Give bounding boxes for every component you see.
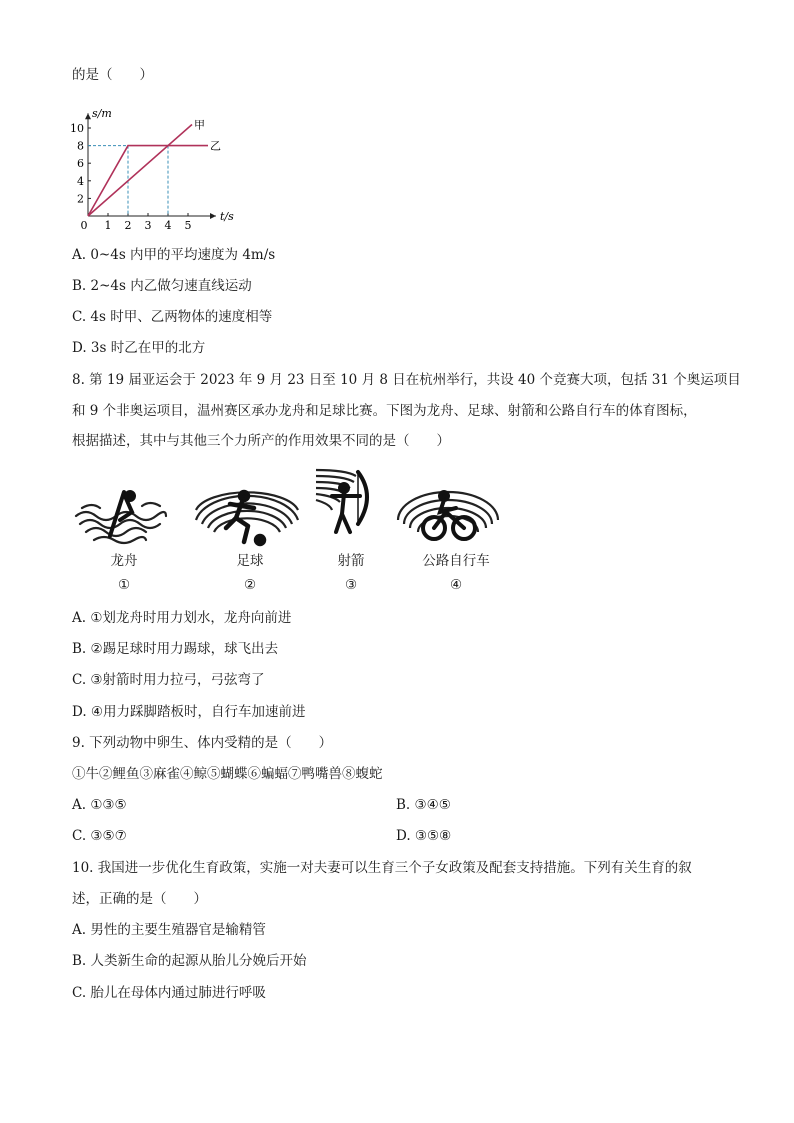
q9-option-a: A. ①③⑤ — [72, 797, 127, 813]
q9-option-d: D. ③⑤⑧ — [396, 828, 452, 844]
y-tick-label: 2 — [77, 192, 84, 206]
y-tick-label: 8 — [77, 139, 84, 153]
q9-option-b: B. ③④⑤ — [396, 797, 451, 813]
q8-option-d: D. ④用力踩脚踏板时，自行车加速前进 — [72, 704, 306, 720]
y-tick-label: 6 — [77, 157, 84, 171]
y-tick-label: 10 — [70, 122, 84, 135]
sport-number: ② — [243, 577, 257, 593]
sport-number: ① — [117, 577, 131, 593]
q7-stem-tail: 的是（ ） — [72, 67, 153, 83]
q9-stem: 9. 下列动物中卵生、体内受精的是（ ） — [72, 735, 333, 751]
q10-stem-line-1: 10. 我国进一步优化生育政策，实施一对夫妻可以生育三个子女政策及配套支持措施。下列有关生育的叙 — [72, 860, 692, 876]
st-chart — [66, 94, 256, 234]
q8-option-c: C. ③射箭时用力拉弓，弓弦弯了 — [72, 672, 265, 688]
dragon-boat-pictogram — [72, 486, 170, 546]
sport-archery — [331, 552, 371, 594]
sport-label: 射箭 — [337, 553, 365, 569]
sport-road-cycling — [414, 552, 498, 594]
q7-option-d: D. 3s 时乙在甲的北方 — [72, 340, 206, 356]
archery-pictogram — [314, 466, 374, 546]
x-axis-arrow — [210, 213, 216, 219]
x-tick-label: 4 — [164, 219, 172, 232]
x-tick-label: 1 — [104, 219, 112, 232]
sport-number: ③ — [344, 577, 358, 593]
q7-option-c: C. 4s 时甲、乙两物体的速度相等 — [72, 309, 273, 325]
x-axis-label: t/s — [220, 210, 234, 223]
q8-stem-line-3: 根据描述，其中与其他三个力所产的作用效果不同的是（ ） — [72, 433, 450, 449]
q9-option-c: C. ③⑤⑦ — [72, 828, 127, 844]
q8-option-a: A. ①划龙舟时用力划水，龙舟向前进 — [72, 610, 292, 626]
x-tick-label: 0 — [80, 219, 88, 232]
q10-option-b: B. 人类新生命的起源从胎儿分娩后开始 — [72, 953, 307, 969]
series-label-yi: 乙 — [210, 139, 221, 153]
sport-label: 龙舟 — [110, 553, 138, 569]
sport-football — [230, 552, 270, 594]
q10-option-a: A. 男性的主要生殖器官是输精管 — [72, 922, 266, 938]
q9-animal-list: ①牛②鲤鱼③麻雀④鲸⑤蝴蝶⑥蝙蝠⑦鸭嘴兽⑧蝮蛇 — [72, 766, 383, 782]
q10-stem-line-2: 述，正确的是（ ） — [72, 891, 207, 907]
x-tick-label: 2 — [124, 219, 132, 232]
y-tick-label: 4 — [77, 174, 84, 188]
q7-option-a: A. 0~4s 内甲的平均速度为 4m/s — [72, 247, 276, 263]
x-tick-label: 5 — [184, 219, 192, 232]
series-label-jia: 甲 — [194, 118, 205, 132]
q8-stem-line-1: 8. 第 19 届亚运会于 2023 年 9 月 23 日至 10 月 8 日在杭州举行，共设 40 个竞赛大项，包括 31 个奥运项目 — [72, 372, 741, 388]
road-cycling-pictogram — [394, 486, 502, 548]
sport-label: 公路自行车 — [422, 553, 490, 569]
sport-dragon-boat — [104, 552, 144, 594]
series-line-yi — [88, 146, 208, 216]
q7-option-b: B. 2~4s 内乙做匀速直线运动 — [72, 278, 252, 294]
y-axis-arrow — [85, 113, 91, 119]
y-axis-label: s/m — [92, 107, 112, 121]
q8-option-b: B. ②踢足球时用力踢球，球飞出去 — [72, 641, 279, 657]
q8-stem-line-2: 和 9 个非奥运项目，温州赛区承办龙舟和足球比赛。下图为龙舟、足球、射箭和公路自行车的体育图标， — [72, 403, 697, 419]
x-tick-label: 3 — [144, 219, 152, 232]
series-line-jia — [88, 124, 192, 216]
q10-option-c: C. 胎儿在母体内通过肺进行呼吸 — [72, 985, 266, 1001]
sport-number: ④ — [449, 577, 463, 593]
sport-label: 足球 — [236, 553, 264, 569]
football-pictogram — [192, 486, 302, 548]
